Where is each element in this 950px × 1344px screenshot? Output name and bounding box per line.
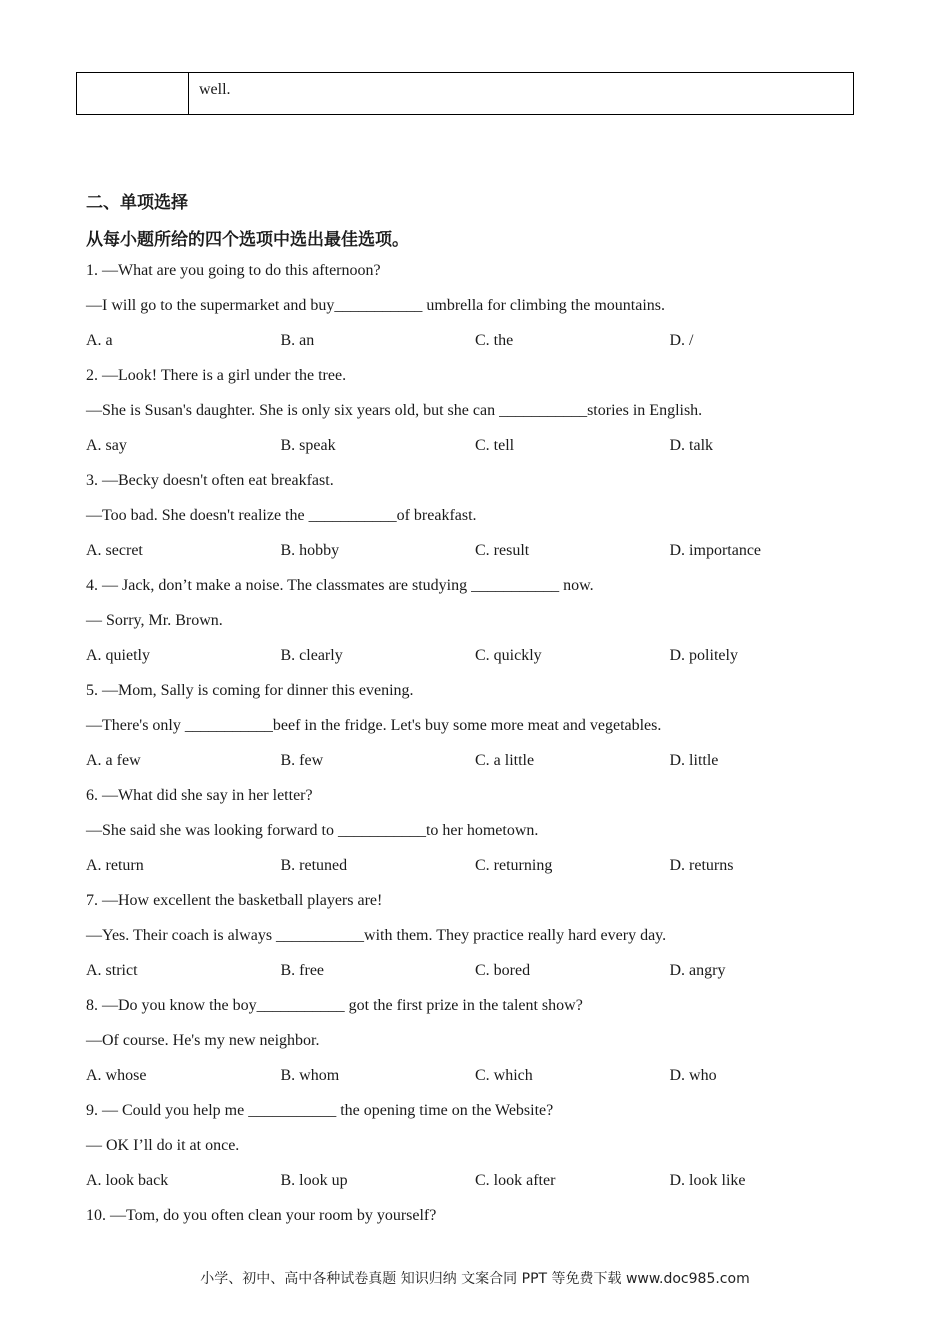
question-stem: 9. — Could you help me ___________ the opening time on the Website? bbox=[86, 1102, 554, 1119]
question-stem: 10. —Tom, do you often clean your room by yourself? bbox=[86, 1207, 437, 1224]
question-stem: 5. —Mom, Sally is coming for dinner this evening. bbox=[86, 682, 414, 699]
option-c: C. tell bbox=[475, 437, 515, 454]
option-b: B. speak bbox=[280, 437, 336, 454]
question-item bbox=[86, 1198, 886, 1233]
option-d: D. returns bbox=[669, 857, 734, 874]
option-a: A. say bbox=[86, 437, 127, 454]
question-item bbox=[86, 778, 886, 883]
option-c: C. look after bbox=[475, 1172, 556, 1189]
question-stem: 8. —Do you know the boy___________ got the first prize in the talent show? bbox=[86, 997, 583, 1014]
option-row bbox=[86, 1163, 886, 1198]
option-b: B. hobby bbox=[280, 542, 340, 559]
table-left-cell bbox=[77, 73, 189, 114]
option-d: D. talk bbox=[669, 437, 714, 454]
option-row bbox=[86, 848, 886, 883]
option-c: C. quickly bbox=[475, 647, 542, 664]
page-footer: 小学、初中、高中各种试卷真题 知识归纳 文案合同 PPT 等免费下载 www.doc985.com bbox=[200, 1271, 750, 1287]
option-c: C. a little bbox=[475, 752, 535, 769]
question-response: —There's only ___________beef in the fridge. Let's buy some more meat and vegetables. bbox=[86, 717, 662, 734]
option-a: A. secret bbox=[86, 542, 143, 559]
option-c: C. bored bbox=[475, 962, 531, 979]
option-row bbox=[86, 743, 886, 778]
question-response: —I will go to the supermarket and buy___________ umbrella for climbing the mountains. bbox=[86, 297, 666, 314]
question-item bbox=[86, 673, 886, 778]
section-instruction: 从每小题所给的四个选项中选出最佳选项。 bbox=[86, 230, 409, 250]
option-b: B. whom bbox=[280, 1067, 340, 1084]
question-stem: 6. —What did she say in her letter? bbox=[86, 787, 313, 804]
table-right-cell: well. bbox=[199, 81, 231, 98]
option-row bbox=[86, 638, 886, 673]
option-d: D. importance bbox=[669, 542, 762, 559]
option-row bbox=[86, 1058, 886, 1093]
option-a: A. return bbox=[86, 857, 144, 874]
option-d: D. politely bbox=[669, 647, 738, 664]
option-a: A. quietly bbox=[86, 647, 150, 664]
option-d: D. little bbox=[669, 752, 719, 769]
question-item bbox=[86, 1093, 886, 1198]
question-response: —She said she was looking forward to ___________to her hometown. bbox=[86, 822, 539, 839]
continuation-table bbox=[76, 72, 854, 115]
option-row bbox=[86, 953, 886, 988]
question-response: —She is Susan's daughter. She is only six years old, but she can ___________stories in English. bbox=[86, 402, 703, 419]
option-c: C. returning bbox=[475, 857, 553, 874]
option-c: C. result bbox=[475, 542, 530, 559]
question-item bbox=[86, 463, 886, 568]
question-stem: 3. —Becky doesn't often eat breakfast. bbox=[86, 472, 334, 489]
question-item bbox=[86, 568, 886, 673]
option-b: B. an bbox=[280, 332, 315, 349]
option-row bbox=[86, 323, 886, 358]
question-stem: 7. —How excellent the basketball players are! bbox=[86, 892, 383, 909]
question-item bbox=[86, 358, 886, 463]
question-stem: 2. —Look! There is a girl under the tree. bbox=[86, 367, 347, 384]
option-b: B. look up bbox=[280, 1172, 348, 1189]
option-b: B. retuned bbox=[280, 857, 348, 874]
section-title: 二、单项选择 bbox=[86, 193, 188, 213]
option-b: B. clearly bbox=[280, 647, 343, 664]
question-stem: 4. — Jack, don’t make a noise. The classmates are studying ___________ now. bbox=[86, 577, 594, 594]
option-a: A. whose bbox=[86, 1067, 147, 1084]
question-stem: 1. —What are you going to do this afternoon? bbox=[86, 262, 381, 279]
question-list bbox=[86, 253, 886, 1233]
question-response: —Of course. He's my new neighbor. bbox=[86, 1032, 320, 1049]
question-item bbox=[86, 988, 886, 1093]
question-response: — OK I’ll do it at once. bbox=[86, 1137, 240, 1154]
option-c: C. the bbox=[475, 332, 514, 349]
option-row bbox=[86, 533, 886, 568]
question-item bbox=[86, 883, 886, 988]
option-b: B. free bbox=[280, 962, 325, 979]
option-d: D. angry bbox=[669, 962, 726, 979]
option-a: A. a few bbox=[86, 752, 141, 769]
option-d: D. / bbox=[669, 332, 694, 349]
option-d: D. look like bbox=[669, 1172, 746, 1189]
option-c: C. which bbox=[475, 1067, 533, 1084]
question-response: —Yes. Their coach is always ___________with them. They practice really hard every day. bbox=[86, 927, 667, 944]
option-a: A. strict bbox=[86, 962, 138, 979]
option-a: A. a bbox=[86, 332, 113, 349]
question-item bbox=[86, 253, 886, 358]
option-d: D. who bbox=[669, 1067, 717, 1084]
option-b: B. few bbox=[280, 752, 324, 769]
question-response: —Too bad. She doesn't realize the ___________of breakfast. bbox=[86, 507, 477, 524]
option-row bbox=[86, 428, 886, 463]
question-response: — Sorry, Mr. Brown. bbox=[86, 612, 223, 629]
option-a: A. look back bbox=[86, 1172, 169, 1189]
